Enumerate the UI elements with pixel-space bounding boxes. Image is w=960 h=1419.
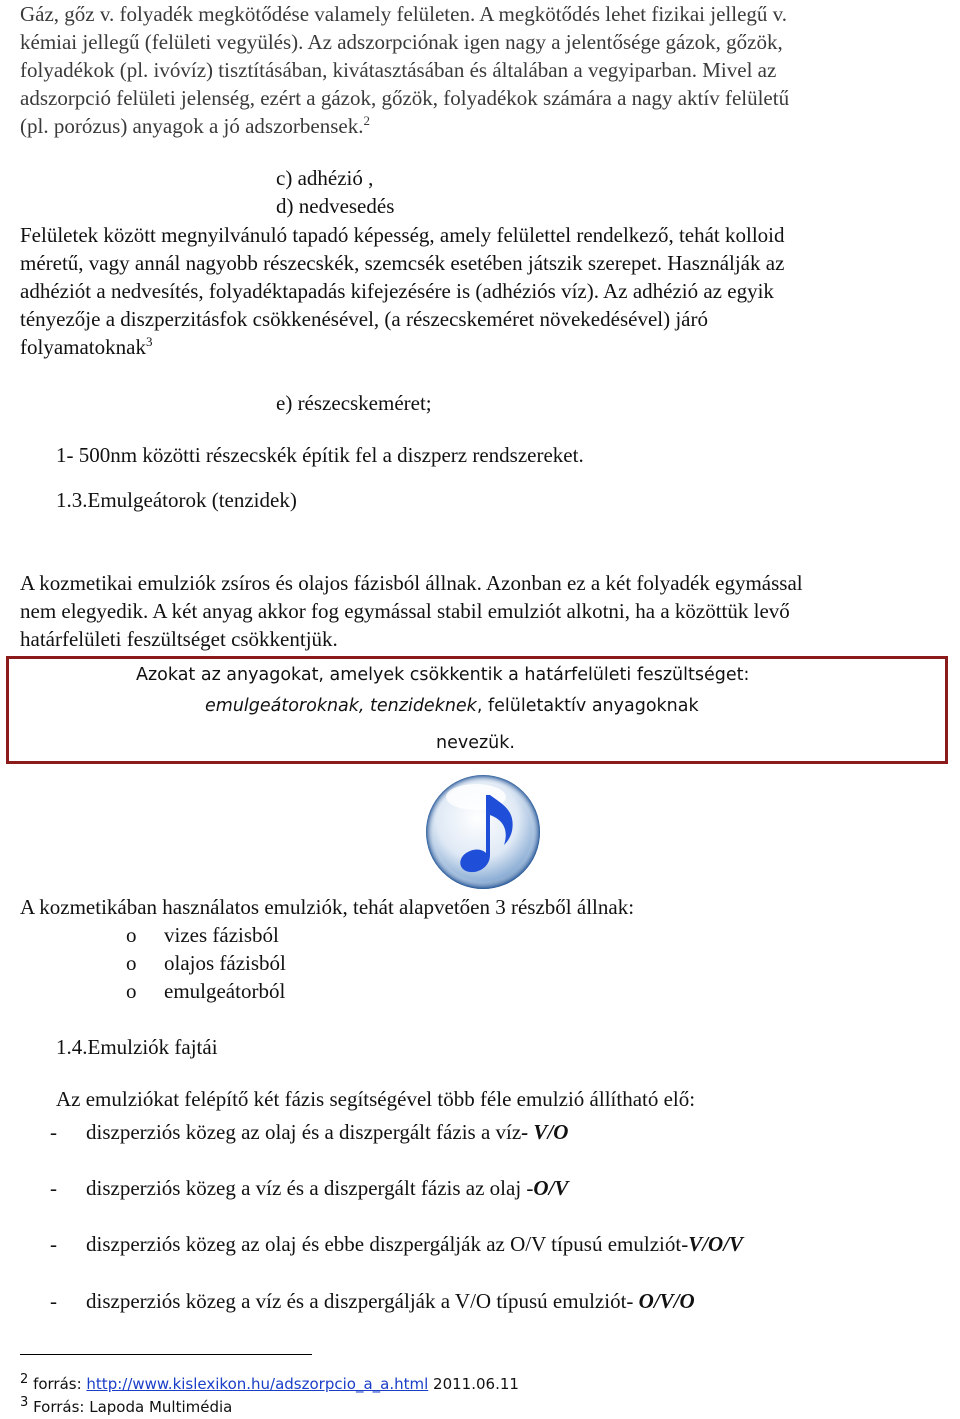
size-line: 1- 500nm közötti részecskék építik fel a diszperz rendszereket.: [56, 443, 584, 467]
dash-marker-1: -: [50, 1120, 57, 1144]
footnote-2: [20, 1372, 519, 1393]
paragraph-3-line-1: A kozmetikai emulziók zsíros és olajos fázisból állnak. Azonban ez a két folyadék egymással: [20, 571, 803, 595]
definition-line-2: [205, 696, 699, 716]
bullet-marker-3: o: [126, 979, 137, 1003]
list-item-e: e) részecskeméret;: [276, 391, 432, 415]
footnote-3-text: Forrás: Lapoda Multimédia: [33, 1398, 233, 1416]
footnote-ref-3: 3: [145, 334, 153, 349]
paragraph-3-line-2: nem elegyedik. A két anyag akkor fog egymással stabil emulziót alkotni, ha a közöttük levő: [20, 599, 790, 623]
paragraph-1-line-2: kémiai jellegű (felületi vegyülés). Az adszorpciónak igen nagy a jelentősége gázok, gőzök,: [20, 30, 783, 54]
dash-item-4-tag: O/V/O: [638, 1289, 695, 1313]
footnote-separator: [20, 1354, 312, 1355]
paragraph-2-line-1: Felületek között megnyilvánuló tapadó képesség, amely felülettel rendelkező, tehát kolloid: [20, 223, 785, 247]
paragraph-1-line-5-text: (pl. porózus) anyagok a jó adszorbensek.: [20, 114, 364, 138]
paragraph-1-line-3: folyadékok (pl. ivóvíz) tisztításában, kivátasztásában és általában a vegyiparban. Mivel az: [20, 58, 777, 82]
dash-item-2: [86, 1174, 568, 1202]
paragraph-5: Az emulziókat felépítő két fázis segítségével több féle emulzió állítható elő:: [56, 1087, 696, 1111]
paragraph-3-line-3: határfelületi feszültséget csökkentjük.: [20, 627, 338, 651]
paragraph-1-line-4: adszorpció felületi jelenség, ezért a gázok, gőzök, folyadékok számára a nagy aktív felületű: [20, 86, 790, 110]
dash-marker-3: -: [50, 1232, 57, 1256]
bullet-marker-2: o: [126, 951, 137, 975]
bullet-item-3: emulgeátorból: [164, 979, 286, 1003]
paragraph-2-line-2: méretű, vagy annál nagyobb részecskék, szemcsék esetében játszik szerepet. Használják az: [20, 251, 785, 275]
dash-item-4: [86, 1287, 695, 1315]
paragraph-1-line-1: Gáz, gőz v. folyadék megkötődése valamely felületen. A megkötődés lehet fizikai jellegű v.: [20, 2, 788, 26]
bullet-marker-1: o: [126, 923, 137, 947]
list-item-c: c) adhézió ,: [276, 166, 374, 190]
dash-item-3-text: diszperziós közeg az olaj és ebbe diszpergálják az O/V típusú emulziót-: [86, 1232, 689, 1256]
definition-line-3: nevezük.: [436, 733, 515, 753]
paragraph-2-line-4: tényezője a diszperzitásfok csökkenésével, (a részecskeméret növekedésével) járó: [20, 307, 708, 331]
dash-marker-2: -: [50, 1176, 57, 1200]
music-note-icon: [424, 773, 542, 891]
bullet-item-1: vizes fázisból: [164, 923, 279, 947]
definition-terms: emulgeátoroknak, tenzideknek: [205, 696, 477, 716]
definition-line-1: Azokat az anyagokat, amelyek csökkentik a határfelületi feszültséget:: [136, 665, 750, 685]
list-item-d: d) nedvesedés: [276, 194, 395, 218]
dash-item-2-tag: O/V: [533, 1176, 569, 1200]
paragraph-4: A kozmetikában használatos emulziók, tehát alapvetően 3 részből állnak:: [20, 895, 635, 919]
paragraph-2-line-3: adhéziót a nedvesítés, folyadéktapadás kifejezésére is (adhéziós víz). Az adhézió az egyik: [20, 279, 774, 303]
paragraph-2-line-5: [20, 333, 152, 361]
footnote-2-number: 2: [20, 1372, 29, 1387]
footnote-ref-2: 2: [363, 113, 370, 128]
footnote-2-date: 2011.06.11: [428, 1375, 519, 1393]
section-heading-1-4: 1.4.Emulziók fajtái: [56, 1035, 218, 1059]
dash-item-2-text: diszperziós közeg a víz és a diszpergált fázis az olaj -: [86, 1176, 534, 1200]
section-heading-1-3: 1.3.Emulgeátorok (tenzidek): [56, 488, 297, 512]
dash-item-1: [86, 1118, 568, 1146]
dash-item-1-text: diszperziós közeg az olaj és a diszpergált fázis a víz: [86, 1120, 522, 1144]
definition-box: [6, 656, 948, 764]
paragraph-1-line-5: [20, 112, 370, 140]
paragraph-2-line-5-text: folyamatoknak: [20, 335, 146, 359]
dash-marker-4: -: [50, 1289, 57, 1313]
dash-item-3-tag: V/O/V: [688, 1232, 744, 1256]
dash-item-3: [86, 1230, 743, 1258]
definition-line-2-rest: , felületaktív anyagoknak: [476, 696, 699, 716]
footnote-2-link[interactable]: http://www.kislexikon.hu/adszorpcio_a_a.html: [86, 1375, 429, 1393]
footnote-3-number: 3: [20, 1395, 29, 1410]
bullet-item-2: olajos fázisból: [164, 951, 286, 975]
footnote-2-prefix: forrás:: [33, 1375, 87, 1393]
footnote-3: [20, 1395, 233, 1416]
dash-item-1-tag: - V/O: [521, 1120, 569, 1144]
dash-item-4-text: diszperziós közeg a víz és a diszpergálják a V/O típusú emulziót-: [86, 1289, 639, 1313]
